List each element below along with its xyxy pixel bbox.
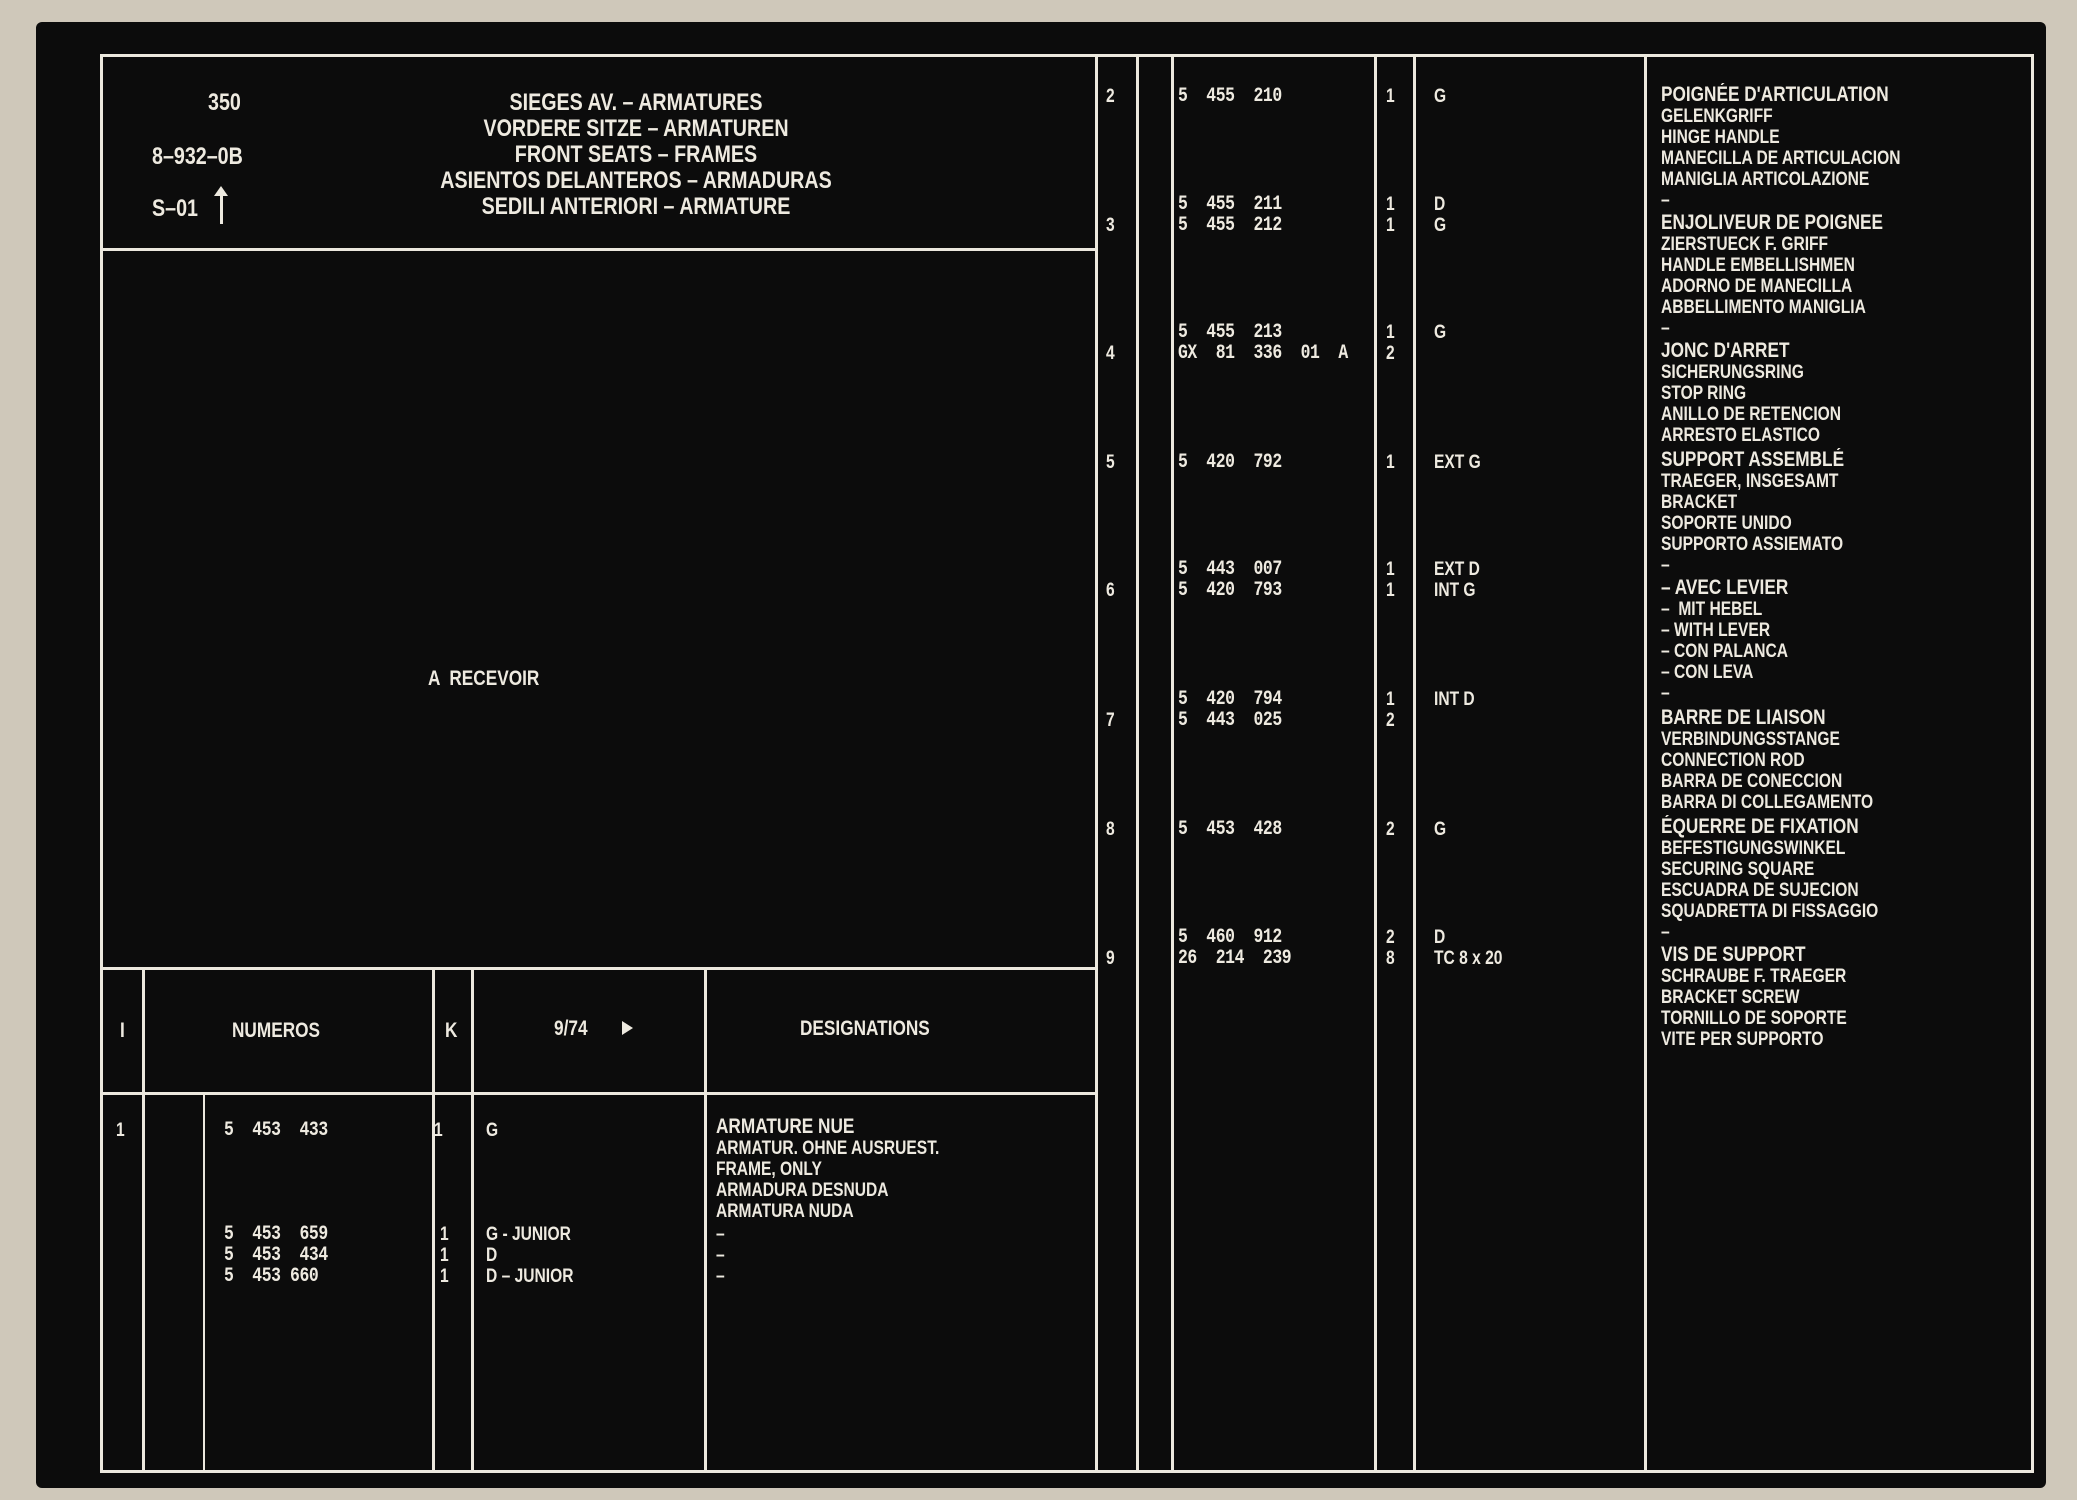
- part-number: 5 455 212: [1178, 214, 1282, 237]
- col-designations: DESIGNATIONS: [800, 1017, 930, 1040]
- r-col-sep-5: [1644, 54, 1647, 1473]
- side-code: D: [1434, 194, 1446, 215]
- side-code: INT D: [1434, 689, 1475, 710]
- qty: 1: [434, 1120, 443, 1141]
- designation-line: ABBELLIMENTO MANIGLIA: [1661, 297, 1866, 318]
- part-number: 5 420 794: [1178, 688, 1282, 711]
- qty: 1: [440, 1245, 449, 1266]
- title-en: FRONT SEATS – FRAMES: [514, 141, 758, 168]
- designation-title: JONC D'ARRET: [1661, 339, 1790, 362]
- section-titles: [376, 90, 896, 240]
- part-number: 5 455 210: [1178, 85, 1282, 108]
- column-header-divider: [100, 1092, 1096, 1095]
- designation-line: GELENKGRIFF: [1661, 106, 1773, 127]
- part-number: GX 81 336 01 A: [1178, 342, 1348, 365]
- designation-line: SOPORTE UNIDO: [1661, 513, 1792, 534]
- designation-line: ANILLO DE RETENCION: [1661, 404, 1842, 425]
- qty: 1: [1386, 215, 1395, 236]
- col-qty: K: [445, 1019, 458, 1042]
- col-date: 9/74: [554, 1017, 588, 1040]
- series-code: S–01: [152, 195, 198, 222]
- designation-line: HANDLE EMBELLISHMEN: [1661, 255, 1855, 276]
- part-number: 5 455 211: [1178, 193, 1282, 216]
- row-index: 2: [1106, 86, 1115, 107]
- designation-line: BEFESTIGUNGSWINKEL: [1661, 838, 1846, 859]
- r-col-sep-1: [1136, 54, 1139, 1473]
- qty: 2: [1386, 710, 1395, 731]
- frame-top: [100, 54, 2034, 57]
- qty: 1: [1386, 86, 1395, 107]
- row-index: 5: [1106, 452, 1115, 473]
- designation-line: ZIERSTUECK F. GRIFF: [1661, 234, 1829, 255]
- qty: 8: [1386, 948, 1395, 969]
- designation-line: – WITH LEVER: [1661, 620, 1771, 641]
- r-col-sep-3: [1374, 54, 1377, 1473]
- panel-divider: [1095, 54, 1098, 1473]
- arrow-up-icon: [220, 194, 223, 224]
- part-number: 5 420 792: [1178, 451, 1282, 474]
- part-number: 5 453 428: [1178, 818, 1282, 841]
- side-code: D: [486, 1245, 498, 1266]
- side-code: EXT G: [1434, 452, 1481, 473]
- qty: 2: [1386, 927, 1395, 948]
- designation-line: ESCUADRA DE SUJECION: [1661, 880, 1859, 901]
- designation-line: TORNILLO DE SOPORTE: [1661, 1008, 1847, 1029]
- designation-line: FRAME, ONLY: [716, 1159, 822, 1180]
- designation-line: – CON PALANCA: [1661, 641, 1788, 662]
- side-code: EXT D: [1434, 559, 1480, 580]
- part-number: 5 443 007: [1178, 558, 1282, 581]
- side-code: G: [1434, 215, 1447, 236]
- image-placeholder: A RECEVOIR: [428, 667, 540, 690]
- part-number: 5 453 659: [224, 1223, 328, 1246]
- dash: –: [716, 1245, 725, 1266]
- designation-line: BRACKET SCREW: [1661, 987, 1800, 1008]
- designation-title: BARRE DE LIAISON: [1661, 706, 1826, 729]
- r-col-sep-4: [1413, 54, 1416, 1473]
- qty: 2: [1386, 343, 1395, 364]
- row-index: 4: [1106, 343, 1115, 364]
- designation-line: ARMATURA NUDA: [716, 1201, 854, 1222]
- title-es: ASIENTOS DELANTEROS – ARMADURAS: [440, 167, 832, 194]
- col-sep-1: [142, 967, 145, 1470]
- designation-title: ENJOLIVEUR DE POIGNEE: [1661, 211, 1884, 234]
- dash: –: [1661, 555, 1670, 576]
- r-col-sep-2: [1171, 54, 1174, 1473]
- designation-line: CONNECTION ROD: [1661, 750, 1805, 771]
- side-code: G: [1434, 86, 1447, 107]
- designation-line: SCHRAUBE F. TRAEGER: [1661, 966, 1847, 987]
- designation-line: – MIT HEBEL: [1661, 599, 1763, 620]
- designation-title: ARMATURE NUE: [716, 1115, 855, 1138]
- dash: –: [716, 1224, 725, 1245]
- designation-title: VIS DE SUPPORT: [1661, 943, 1806, 966]
- dash: –: [1661, 683, 1670, 704]
- designation-line: STOP RING: [1661, 383, 1747, 404]
- designation-line: SUPPORTO ASSIEMATO: [1661, 534, 1844, 555]
- triangle-right-icon: [622, 1021, 633, 1035]
- designation-line: VERBINDUNGSSTANGE: [1661, 729, 1840, 750]
- side-code: D: [1434, 927, 1446, 948]
- part-number: 5 453 660: [224, 1265, 319, 1288]
- col-numbers: NUMEROS: [232, 1019, 321, 1042]
- row-index: 3: [1106, 215, 1115, 236]
- designation-line: TRAEGER, INSGESAMT: [1661, 471, 1839, 492]
- designation-line: MANECILLA DE ARTICULACION: [1661, 148, 1901, 169]
- part-number: 5 460 912: [1178, 926, 1282, 949]
- microfiche-card: [36, 22, 2046, 1488]
- designation-line: VITE PER SUPPORTO: [1661, 1029, 1824, 1050]
- designation-line: HINGE HANDLE: [1661, 127, 1780, 148]
- side-code: G: [1434, 819, 1447, 840]
- designation-line: BARRA DI COLLEGAMENTO: [1661, 792, 1874, 813]
- row-index: 7: [1106, 710, 1115, 731]
- designation-title: SUPPORT ASSEMBLÉ: [1661, 448, 1845, 471]
- designation-line: MANIGLIA ARTICOLAZIONE: [1661, 169, 1870, 190]
- designation-line: ARMADURA DESNUDA: [716, 1180, 889, 1201]
- ref-code: 8–932–0B: [152, 143, 243, 170]
- designation-line: SQUADRETTA DI FISSAGGIO: [1661, 901, 1879, 922]
- qty: 1: [1386, 452, 1395, 473]
- col-sep-3: [471, 967, 474, 1470]
- part-number: 5 443 025: [1178, 709, 1282, 732]
- col-index: I: [120, 1019, 125, 1042]
- part-number: 26 214 239: [1178, 947, 1292, 970]
- designation-line: SECURING SQUARE: [1661, 859, 1815, 880]
- dash: –: [716, 1266, 725, 1287]
- title-fr: SIEGES AV. – ARMATURES: [509, 89, 763, 116]
- designation-title: – AVEC LEVIER: [1661, 576, 1789, 599]
- row-index: 6: [1106, 580, 1115, 601]
- designation-line: ARRESTO ELASTICO: [1661, 425, 1820, 446]
- qty: 1: [1386, 322, 1395, 343]
- qty: 1: [1386, 580, 1395, 601]
- qty: 1: [1386, 194, 1395, 215]
- designation-line: BARRA DE CONECCION: [1661, 771, 1843, 792]
- designation-line: ADORNO DE MANECILLA: [1661, 276, 1853, 297]
- part-number: 5 453 433: [224, 1119, 328, 1142]
- designation-line: – CON LEVA: [1661, 662, 1754, 683]
- designation-title: POIGNÉE D'ARTICULATION: [1661, 83, 1889, 106]
- qty: 1: [440, 1224, 449, 1245]
- title-de: VORDERE SITZE – ARMATUREN: [483, 115, 789, 142]
- qty: 1: [1386, 559, 1395, 580]
- header-divider: [100, 248, 1096, 251]
- dash: –: [1661, 922, 1670, 943]
- side-code: INT G: [1434, 580, 1476, 601]
- part-number: 5 455 213: [1178, 321, 1282, 344]
- frame-bottom: [100, 1470, 2034, 1473]
- col-sep-2: [432, 967, 435, 1470]
- qty: 1: [440, 1266, 449, 1287]
- designation-title: ÉQUERRE DE FIXATION: [1661, 815, 1859, 838]
- part-number: 5 453 434: [224, 1244, 328, 1267]
- designation-line: SICHERUNGSRING: [1661, 362, 1804, 383]
- row-index: 8: [1106, 819, 1115, 840]
- frame-left: [100, 54, 103, 1473]
- dash: –: [1661, 190, 1670, 211]
- designation-line: BRACKET: [1661, 492, 1738, 513]
- qty: 2: [1386, 819, 1395, 840]
- dash: –: [1661, 318, 1670, 339]
- qty: 1: [1386, 689, 1395, 710]
- side-code: G: [1434, 322, 1447, 343]
- col-sep-sub: [203, 1094, 205, 1470]
- frame-right: [2031, 54, 2034, 1473]
- part-number: 5 420 793: [1178, 579, 1282, 602]
- side-code: D – JUNIOR: [486, 1266, 574, 1287]
- image-divider: [100, 967, 1096, 970]
- designation-line: ARMATUR. OHNE AUSRUEST.: [716, 1138, 940, 1159]
- col-sep-4: [704, 967, 707, 1470]
- page-number: 350: [208, 89, 241, 116]
- title-it: SEDILI ANTERIORI – ARMATURE: [481, 193, 791, 220]
- row-index: 9: [1106, 948, 1115, 969]
- row-index-1: 1: [116, 1120, 125, 1141]
- side-code: G: [486, 1120, 499, 1141]
- side-code: G - JUNIOR: [486, 1224, 571, 1245]
- side-code: TC 8 x 20: [1434, 948, 1503, 969]
